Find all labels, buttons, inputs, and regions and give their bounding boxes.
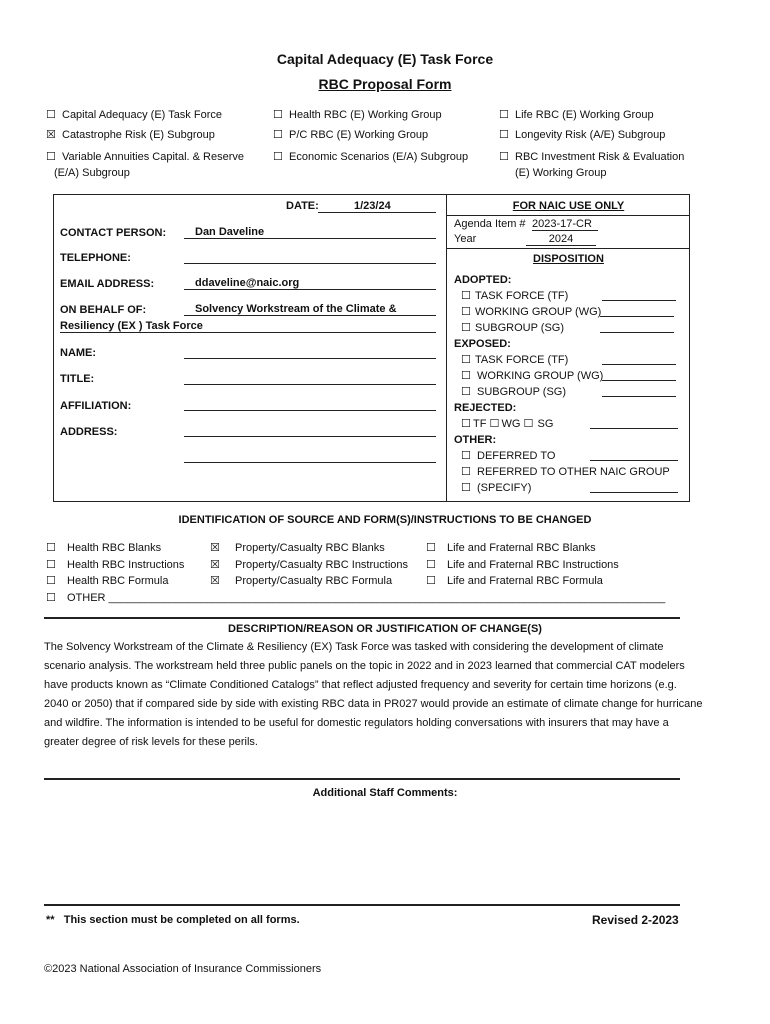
checkbox-life-rbc[interactable]: ☐ Life RBC (E) Working Group <box>499 108 654 121</box>
telephone-field[interactable] <box>184 263 436 264</box>
referred-to[interactable]: ☐ REFERRED TO OTHER NAIC GROUP <box>461 465 670 478</box>
name-field[interactable] <box>184 358 436 359</box>
adopted-sg-line <box>600 332 674 333</box>
affiliation-label: AFFILIATION: <box>60 400 132 412</box>
id-pc-blanks[interactable]: ☒ Property/Casualty RBC Blanks <box>210 541 385 554</box>
telephone-label: TELEPHONE: <box>60 252 131 264</box>
email-label: EMAIL ADDRESS: <box>60 278 155 290</box>
id-health-blanks[interactable]: ☐ Health RBC Blanks <box>46 541 162 554</box>
checkbox-variable-annuities[interactable]: ☐ Variable Annuities Capital. & Reserve (E/A) Subgroup <box>46 150 245 179</box>
rejected-options[interactable]: ☐ TF ☐ WG ☐ SG <box>461 417 554 430</box>
address-label: ADDRESS: <box>60 426 118 438</box>
specify[interactable]: ☐ (SPECIFY) <box>461 481 532 494</box>
behalf-label: ON BEHALF OF: <box>60 304 147 316</box>
exposed-sg-line <box>602 396 676 397</box>
naic-rule <box>447 215 690 216</box>
email-value[interactable]: ddaveline@naic.org <box>195 277 300 289</box>
description-heading: DESCRIPTION/REASON OR JUSTIFICATION OF CHANGE(S) <box>228 623 542 635</box>
description-body: The Solvency Workstream of the Climate & Resiliency (EX) Task Force was tasked with considering the development of climate scenario analysis. The workstream held three public panels on the topic in 2022 and in 2023 learned that commercial CAT modelers have products known as “Climate Conditioned Catalogs” that reflect adjusted frequency and severity for certain time horizons (e.g. 2040 or 2050) that if compared side by side with existing RBC data in PR027 would provide an estimate of climate change for hurricane and wildfire. The information is intended to be useful for domestic regulators holding conversations with insurers that may have a greater degree of risk levels for these perils. <box>44 641 703 748</box>
id-life-blanks[interactable]: ☐ Life and Fraternal RBC Blanks <box>426 541 596 554</box>
checkbox-rbc-investment[interactable]: ☐ RBC Investment Risk & Evaluation (E) Working Group <box>499 150 685 179</box>
year-label: Year <box>454 233 477 245</box>
email-line <box>184 289 436 290</box>
id-health-instructions[interactable]: ☐ Health RBC Instructions <box>46 558 185 571</box>
adopted-tf[interactable]: ☐ TASK FORCE (TF) <box>461 289 569 302</box>
adopted-label: ADOPTED: <box>454 274 512 286</box>
exposed-tf[interactable]: ☐ TASK FORCE (TF) <box>461 353 569 366</box>
exposed-sg[interactable]: ☐ SUBGROUP (SG) <box>461 385 567 398</box>
rejected-label: REJECTED: <box>454 402 517 414</box>
title-label: TITLE: <box>60 373 95 385</box>
section-rule-3 <box>44 904 680 906</box>
specify-line <box>590 492 678 493</box>
checkbox-longevity-risk[interactable]: ☐ Longevity Risk (A/E) Subgroup <box>499 128 666 141</box>
title-field[interactable] <box>184 384 436 385</box>
contact-person-value[interactable]: Dan Daveline <box>195 226 265 238</box>
form-title: Capital Adequacy (E) Task Force <box>276 51 494 67</box>
year-value[interactable]: 2024 <box>526 233 596 246</box>
naic-heading: FOR NAIC USE ONLY <box>512 200 625 212</box>
behalf-value[interactable]: Solvency Workstream of the Climate & <box>195 303 397 315</box>
id-pc-instructions[interactable]: ☒ Property/Casualty RBC Instructions <box>210 558 409 571</box>
date-line <box>318 212 436 213</box>
checkbox-economic-scenarios[interactable]: ☐ Economic Scenarios (E/A) Subgroup <box>273 150 469 163</box>
box-divider <box>446 194 447 502</box>
exposed-label: EXPOSED: <box>454 338 511 350</box>
rejected-line <box>590 428 678 429</box>
disposition-heading: DISPOSITION <box>533 253 604 265</box>
checkbox-pc-rbc[interactable]: ☐ P/C RBC (E) Working Group <box>273 128 429 141</box>
other-label: OTHER: <box>454 434 497 446</box>
exposed-wg-line <box>602 380 676 381</box>
naic-rule-2 <box>447 248 690 249</box>
contact-person-label: CONTACT PERSON: <box>60 227 167 239</box>
behalf-line <box>184 315 436 316</box>
affiliation-field[interactable] <box>184 410 436 411</box>
adopted-sg[interactable]: ☐ SUBGROUP (SG) <box>461 321 565 334</box>
id-pc-formula[interactable]: ☒ Property/Casualty RBC Formula <box>210 574 393 587</box>
checkbox-catastrophe-risk[interactable]: ☒ Catastrophe Risk (E) Subgroup <box>46 128 215 141</box>
exposed-wg[interactable]: ☐ WORKING GROUP (WG) <box>461 369 604 382</box>
address-field-2[interactable] <box>184 462 436 463</box>
agenda-label: Agenda Item # <box>454 218 526 230</box>
exposed-tf-line <box>602 364 676 365</box>
agenda-value[interactable]: 2023-17-CR <box>532 218 598 231</box>
id-life-formula[interactable]: ☐ Life and Fraternal RBC Formula <box>426 574 603 587</box>
contact-person-line <box>184 238 436 239</box>
address-field[interactable] <box>184 436 436 437</box>
revised-date: Revised 2-2023 <box>592 913 679 927</box>
adopted-tf-line <box>602 300 676 301</box>
adopted-wg-line <box>600 316 674 317</box>
staff-comments-heading: Additional Staff Comments: <box>312 787 458 799</box>
id-other[interactable]: ☐ OTHER ___________________________________________________________________________________________ <box>46 591 666 604</box>
behalf-value-2[interactable]: Resiliency (EX ) Task Force <box>60 320 203 332</box>
footer-note: ** This section must be completed on all forms. <box>46 914 300 926</box>
section-rule-1 <box>44 617 680 619</box>
checkbox-capital-adequacy[interactable]: ☐ Capital Adequacy (E) Task Force <box>46 108 222 121</box>
checkbox-health-rbc[interactable]: ☐ Health RBC (E) Working Group <box>273 108 442 121</box>
form-subtitle: RBC Proposal Form <box>318 76 452 92</box>
date-label: DATE: <box>286 200 319 212</box>
deferred-to[interactable]: ☐ DEFERRED TO <box>461 449 556 462</box>
behalf-line-2 <box>60 332 436 333</box>
identification-heading: IDENTIFICATION OF SOURCE AND FORM(S)/INSTRUCTIONS TO BE CHANGED <box>178 514 592 526</box>
name-label: NAME: <box>60 347 97 359</box>
date-value[interactable]: 1/23/24 <box>354 200 391 212</box>
id-life-instructions[interactable]: ☐ Life and Fraternal RBC Instructions <box>426 558 619 571</box>
section-rule-2 <box>44 778 680 780</box>
id-health-formula[interactable]: ☐ Health RBC Formula <box>46 574 169 587</box>
copyright: ©2023 National Association of Insurance Commissioners <box>44 963 322 975</box>
adopted-wg[interactable]: ☐ WORKING GROUP (WG) <box>461 305 602 318</box>
deferred-line <box>590 460 678 461</box>
